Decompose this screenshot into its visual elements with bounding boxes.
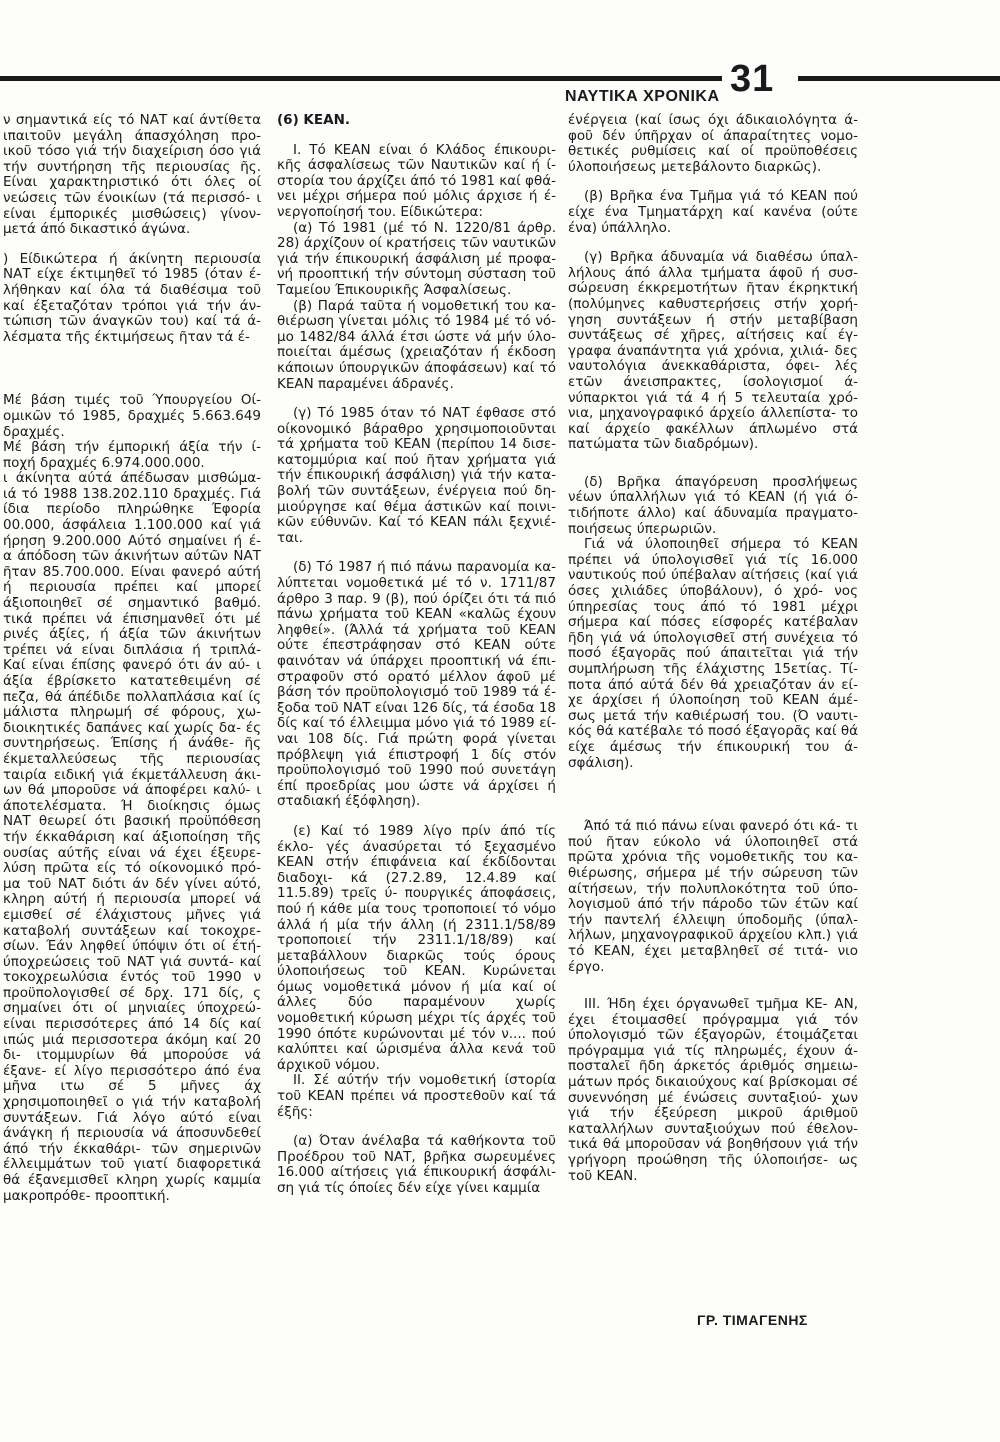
paragraph: ) Είδικώτερα ή άκίνητη περιουσία ΝΑΤ είχε έκτιμηθεῖ τό 1985 (όταν έ- λήθηκαν καί όλα τά διαθέσιμα τοῦ καί έξεταζόταν τρόποι γιά τήν άν- τώπιση τῶν άναγκῶν του) καί τά ά- λέσματα τῆς έκτιμήσεως ῆταν τά έ- [3,250,261,345]
column-1 [3,113,261,1204]
paragraph: Μέ βάση τιμές τοῦ Ύπουργείου Οί- ομικῶν τό 1985, δραχμές 5.663.649 δραχμές. [3,392,261,440]
paragraph: ν σημαντικά είς τό ΝΑΤ καί άντίθετα ιπαιτοῦν μεγάλη άπασχόληση προ- ικοῦ τόσο γιά τήν διαχείριση όσο γιά τήν συντήρηση τῆς περιουσίας ῆς. Είναι χαρακτηριστικό ότι όλες οί νεώσεις τῶν ένοικίων (τά περισσό- ι είναι έμπορικές μισθώσεις) γίνον- μετά άπό δικαστικό άγώνα. [3,113,261,238]
header-rule-right [798,76,1000,81]
paragraph: (δ) Βρῆκα άπαγόρευση προσλήψεως νέων ύπαλλήλων γιά τό ΚΕΑΝ (ή γιά ό- τιδήποτε άλλο) καί άδυναμία πραγματο- ποιήσεως ύπερωριῶν. [568,473,858,537]
paragraph: (β) Βρῆκα ένα Τμῆμα γιά τό ΚΕΑΝ πού είχε ένα Τμηματάρχη καί κανένα (ούτε ένα) ύπάλληλο. [568,188,858,236]
paragraph: (ε) Καί τό 1989 λίγο πρίν άπό τίς έκλο- γές άνασύρεται τό ξεχασμένο ΚΕΑΝ στήν έπιφάνεια καί έκδίδονται διαδοχι- κά (27.2.89, 12.4.89 καί 11.5.89) τρεῖς ύ- πουργικές άποφάσεις, πού ή κάθε μία τους τροποποιεί τό νόμο άλλά ή μία τήν άλλη (ή 2311.1/58/89 τροποποιεί τήν 2311.1/18/89) καί μεταβάλλουν διαρκῶς τούς όρους ύλοποιήσεως τοῦ ΚΕΑΝ. Κυρώνεται όμως νομοθετικά μόνον ή μία καί οί άλλες δύο παραμένουν χωρίς νομοθετική κύρωση μέχρι τίς άρχές τοῦ 1990 όπότε κυρώνονται μέ τόν ν.... πού καλύπτει καί ώρισμένα άλλα κενά τοῦ άρχικοῦ νόμου. [277,822,556,1073]
paragraph: ΙΙΙ. Ήδη έχει όργανωθεῖ τμῆμα ΚΕ- ΑΝ, έχει έτοιμασθεί πρόγραμμα γιά τόν ύπολογισμό τῶν έξαγορῶν, έτοιμάζεται πρόγραμμα γιά τίς πληρωμές, έχουν ά- ποσταλεῖ ῆδη άρκετός άριθμός σημειω- μάτων πρός δικαιούχους καί βρίσκομαι σέ συνεννόηση μέ ένώσεις συνταξιού- χων γιά τήν έξεύρεση μικροῦ άριθμοῦ καταλλήλων συνταξιούχων πού έθελον- τικά θά μποροῦσαν νά βοηθήσουν γιά τήν γρήγορη προώθηση τῆς ύλοποιήσε- ως τοῦ ΚΕΑΝ. [568,996,858,1184]
paragraph: (δ) Τό 1987 ή πιό πάνω παρανομία κα- λύπτεται νομοθετικά μέ τό ν. 1711/87 άρθρο 3 παρ. 9 (β), πού όρίζει ότι τά πιό πάνω χρήματα τοῦ ΚΕΑΝ «καλῶς έχουν ληφθεί». (Άλλά τά χρήματα τοῦ ΚΕΑΝ ούτε έπεστράφησαν στό ΚΕΑΝ ούτε φαινόταν νά ύπάρχει προοπτική νά έπι- στραφοῦν στό ορατό μέλλον άφοῦ μέ βάση τόν προϋπολογισμό τοῦ 1989 τά έ- ξοδα τοῦ ΝΑΤ είναι 126 δίς, τά έσοδα 18 δίς καί τό έλλειμμα μόνο γιά τό 1989 εί- ναι 108 δίς. Γιά πρώτη φορά γίνεται πρόβλεψη γιά έπιστροφή 1 δίς στόν προϋπολογισμό τοῦ 1990 πού συνετάγη έπί προεδρίας μου ώστε νά άρχίσει ή σταδιακή έξόφληση). [277,559,556,810]
header-rule-left [0,76,722,81]
paragraph: (α) Όταν άνέλαβα τά καθήκοντα τοῦ Προέδρου τοῦ ΝΑΤ, βρῆκα σωρευμένες 16.000 αίτήσεις γιά έπικουρική άσφάλι- ση γιά τίς όποίες δέν είχε γίνει καμμία [277,1133,556,1196]
author-signature: ΓΡ. ΤΙΜΑΓΕΝΗΣ [697,1312,808,1328]
column-2 [277,113,556,1197]
paragraph: (α) Τό 1981 (μέ τό Ν. 1220/81 άρθρ. 28) άρχίζουν οί κρατήσεις τῶν ναυτικῶν γιά τήν έπικουρική άσφάλιση μέ προφα- νή προοπτική τήν σύντομη σύσταση τοῦ Ταμείου Έπικουρικῆς Άσφαλίσεως. [277,219,556,298]
paragraph: (γ) Τό 1985 όταν τό ΝΑΤ έφθασε στό οίκονομικό βάραθρο χρησιμοποιοῦνται τά χρήματα τοῦ ΚΕΑΝ (περίπου 14 δισε- κατομμύρια καί πού ῆταν χρήματα γιά τήν έπικουρική άσφάλιση) γιά τήν κατα- βολή τῶν συντάξεων, ένέργεια πού δη- μιούργησε καί θέμα άστικῶν καί ποινι- κῶν εύθυνῶν. Καί τό ΚΕΑΝ πάλι ξεχνιέ- ται. [277,405,556,546]
section-heading: (6) ΚΕΑΝ. [277,112,350,128]
paragraph: Μέ βάση τήν έμπορική άξία τήν ί- ποχή δραχμές 6.974.000.000. [3,439,261,471]
paragraph: ΙΙ. Σέ αύτήν τήν νομοθετική ίστορία τοῦ ΚΕΑΝ πρέπει νά προστεθοῦν καί τά έξῆς: [277,1072,556,1120]
paragraph: Γιά νά ύλοποιηθεῖ σήμερα τό ΚΕΑΝ πρέπει νά ύπολογισθεῖ γιά τίς 16.000 ναυτικούς πού ύπέβαλαν αίτήσεις (καί γιά όσες χιλιάδες ύποβάλουν), ό χρό- νος ύπηρεσίας τους άπό τό 1981 μέχρι σήμερα καί πόσες είσφορές κατέβαλαν ῆδη γιά νά ύπολογισθεῖ στή συνέχεια τό ποσό έξαγορᾶς πού άπαιτεῖται γιά τήν συμπλήρωση τῆς έλάχιστης 15ετίας. Τί- ποτα άπό αύτά δέν θά χρειαζόταν άν εί- χε άρχίσει ή ύλοποίηση τοῦ ΚΕΑΝ άμέ- σως μετά τήν καθιέρωσή του. (Ό ναυτι- κός θά κατέβαλε τό ποσό έξαγορᾶς καί θά είχε άμέσως τήν έπικουρική του ά- σφάλιση). [568,536,858,771]
paragraph: (β) Παρά ταῦτα ή νομοθετική του κα- θιέρωση γίνεται μόλις τό 1984 μέ τό νό- μο 1482/84 άλλά έτσι ώστε νά μήν ύλο- ποιείται άμέσως (χρειαζόταν ή έκδοση κάποιων ύπουργικῶν άποφάσεων) καί τό ΚΕΑΝ παραμένει άδρανές. [277,297,556,392]
column-3 [568,113,858,1184]
magazine-title: ΝΑΥΤΙΚΑ ΧΡΟΝΙΚΑ [565,88,720,105]
paragraph: Ι. Τό ΚΕΑΝ είναι ό Κλάδος έπικουρι- κῆς άσφαλίσεως τῶν Ναυτικῶν καί ή ί- στορία του άρχίζει άπό τό 1981 καί φθά- νει μέχρι σήμερα πού μόλις άρχισε ή έ- νεργοποίησή του. Είδικώτερα: [277,141,556,220]
paragraph: ένέργεια (καί ίσως όχι άδικαιολόγητα ά- φοῦ δέν ύπῆρχαν οί άπαραίτητες νομο- θετικές ρυθμίσεις καί οί προϋποθέσεις ύλοποιήσεως μετεβάλοντο διαρκῶς). [568,112,858,175]
page-number: 31 [730,58,775,100]
paragraph: ι άκίνητα αύτά άπέδωσαν μισθώμα- ιά τό 1988 138.202.110 δραχμές. Γιά ίδια περίοδο πληρώθηκε Έφορία 00.000, άσφάλεια 1.100.000 καί γιά ήρηση 9.200.000 Αύτό σημαίνει ή έ- α άπόδοση τῶν άκινήτων αύτῶν ΝΑΤ ῆταν 85.700.000. Είναι φανερό αύτή ή περιουσία πρέπει καί μπορεί άξιοποιηθεῖ σέ σημαντικό βαθμό. τικά πρέπει νά έπισημανθεῖ ότι μέ ρινές άξίες, ή άξία τῶν άκινήτων τρέπει νά είναι διπλάσια ή τριπλά- Καί είναι έπίσης φανερό ότι άν αύ- ι άξία έβρίσκετο κατατεθειμένη σέ πεζα, θά άπέδιδε πολλαπλάσια καί ίς μάλιστα πληρωμή σέ φόρους, χω- διοικητικές δαπάνες καί χωρίς δα- ές συντηρήσεως. Έπίσης ή άνάθε- ῆς έκμεταλλεύσεως τῆς περιουσίας ταιρία ειδική γιά έκμετάλλευση άκι- ων θά μποροῦσε νά άποφέρει καλύ- ι άποτελέσματα. Ή διοίκησις όμως ΝΑΤ θεωρεί ότι βασική προϋπόθεση τήν έκκαθάριση καί άξιοποίηση τῆς ουσίας αύτῆς είναι νά έχει έξευρε- λύση πρῶτα είς τό οίκονομικό πρό- μα τοῦ ΝΑΤ διότι άν δέν γίνει αύτό, κληρη αύτή ή περιουσία μπορεί νά εμισθεί σέ έλάχιστους μῆνες γιά καταβολή συντάξεων καί τοκοχρε- σίων. Έάν ληφθεί ύπόψιν ότι οί έτή- ύποχρεώσεις τοῦ ΝΑΤ γιά συντά- καί τοκοχρεωλύσια έντός τοῦ 1990 ν προϋπολογισθεί σέ δρχ. 171 δίς, ς σημαίνει ότι οί μηνιαίες ύποχρεώ- είναι περισσότερες άπό 14 δίς καί ιπώς μιά περισσοτερα άκόμη καί 20 δι- ιτομμυρίων θά μπορούσε νά έξανε- εί λίγο περισσότερο άπό ένα μῆνα ιτω σέ 5 μῆνες άχ χρησιμοποιηθεῖ ο γιά τήν καταβολή συντάξεων. Γιά λόγο αύτό είναι άνάγκη ή περιουσία νά άποσυνδεθεί άπό τήν έκκαθάρι- τῶν σημερινῶν έλλειμμάτων τοῦ γιατί διαφορετικά θά έξανεμισθεῖ κληρη χωρίς καμμία μακροπρόθε- προοπτική. [3,470,261,1204]
paragraph: Άπό τά πιό πάνω είναι φανερό ότι κά- τι πού ῆταν εύκολο νά ύλοποιηθεῖ στά πρῶτα χρόνια τῆς νομοθετικῆς του κα- θιέρωσης, σήμερα μέ τήν σώρευση τῶν αίτήσεων, τήν πολυπλοκότητα τοῦ ύπο- λογισμοῦ άπό τήν πάροδο τῶν έτῶν καί τήν παντελή έλλειψη ύποδομῆς (ύπαλ- λήλων, μηχανογραφικοῦ άρχείου κλπ.) γιά τό ΚΕΑΝ, έχει μεταβληθεῖ σέ τιτά- νιο έργο. [568,818,858,975]
paragraph: (γ) Βρῆκα άδυναμία νά διαθέσω ύπαλ- λήλους άπό άλλα τμήματα άφοῦ ή συσ- σώρευση έκκρεμοτήτων ῆταν έκρηκτική (πολύμηνες καθυστερήσεις στήν χορή- γηση συντάξεων ή στήν μεταβίβαση συντάξεως σέ χῆρες, αίτήσεις καί έγ- γραφα άναπάντητα γιά χρόνια, χιλιά- δες ναυτολόγια άνεκκαθάριστα, όφει- λές ετῶν άνεισπρακτες, ίσολογισμοί ά- νύπαρκτοι γιά τά 4 ή 5 τελευταία χρό- νια, μηχανογραφικό άρχείο άλλεπίστα- το καί άρχείο φακέλλων άπλωμένο στά πατώματα τῶν διαδρόμων). [568,249,858,453]
